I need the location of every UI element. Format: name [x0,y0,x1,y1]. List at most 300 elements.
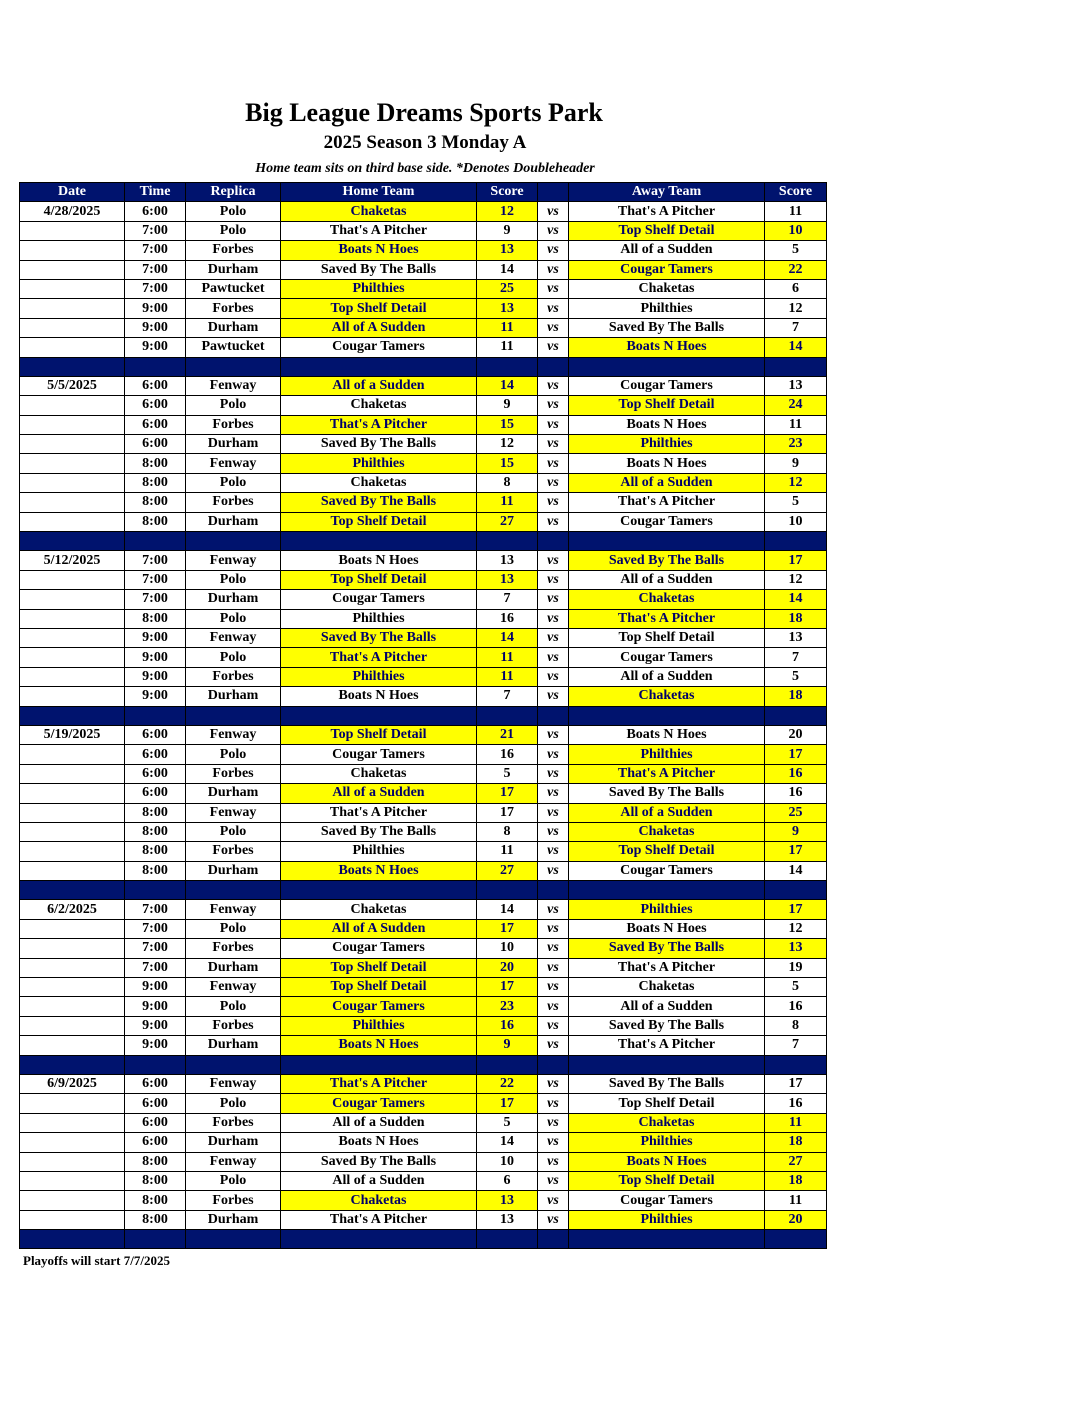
vs-label: vs [538,260,569,279]
game-time: 9:00 [125,1016,186,1035]
vs-label: vs [538,784,569,803]
away-team: That's A Pitcher [569,202,765,221]
game-field: Fenway [186,1074,281,1093]
home-score: 5 [477,1113,538,1132]
game-time: 6:00 [125,396,186,415]
game-field: Polo [186,997,281,1016]
week-separator-row [20,532,827,551]
table-row [20,997,827,1016]
game-date [20,628,125,647]
away-team: Philthies [569,299,765,318]
vs-label: vs [538,958,569,977]
home-team: Cougar Tamers [281,590,477,609]
game-field: Polo [186,221,281,240]
home-score: 7 [477,590,538,609]
separator-cell [569,881,765,900]
game-date [20,978,125,997]
game-date [20,299,125,318]
table-row [20,279,827,298]
home-score: 11 [477,338,538,357]
game-time: 7:00 [125,939,186,958]
separator-cell [477,1055,538,1074]
game-time: 9:00 [125,338,186,357]
home-score: 5 [477,764,538,783]
game-time: 9:00 [125,648,186,667]
away-score: 23 [765,435,827,454]
away-score: 20 [765,725,827,744]
home-team: All of a Sudden [281,784,477,803]
vs-label: vs [538,1210,569,1229]
home-score: 16 [477,609,538,628]
game-date [20,1191,125,1210]
home-team: Philthies [281,609,477,628]
vs-label: vs [538,861,569,880]
table-row [20,958,827,977]
home-team: Boats N Hoes [281,241,477,260]
away-score: 18 [765,687,827,706]
away-team: Saved By The Balls [569,939,765,958]
game-field: Polo [186,1094,281,1113]
table-row [20,1152,827,1171]
away-score: 7 [765,318,827,337]
vs-label: vs [538,202,569,221]
away-score: 17 [765,745,827,764]
away-team: That's A Pitcher [569,958,765,977]
game-date [20,1133,125,1152]
game-date [20,493,125,512]
vs-label: vs [538,376,569,395]
away-score: 18 [765,609,827,628]
header-replica: Replica [186,183,281,202]
game-time: 8:00 [125,1191,186,1210]
game-date [20,667,125,686]
home-team: Chaketas [281,1191,477,1210]
game-field: Pawtucket [186,338,281,357]
home-team: All of a Sudden [281,1171,477,1190]
separator-cell [281,881,477,900]
away-team: Philthies [569,1210,765,1229]
table-row [20,745,827,764]
table-row [20,551,827,570]
game-field: Durham [186,861,281,880]
vs-label: vs [538,318,569,337]
away-score: 10 [765,512,827,531]
game-time: 6:00 [125,725,186,744]
away-score: 14 [765,338,827,357]
game-date [20,997,125,1016]
game-field: Fenway [186,376,281,395]
away-score: 9 [765,454,827,473]
home-score: 7 [477,687,538,706]
home-team: Top Shelf Detail [281,512,477,531]
vs-label: vs [538,764,569,783]
table-row [20,376,827,395]
away-team: Top Shelf Detail [569,396,765,415]
away-team: Chaketas [569,822,765,841]
vs-label: vs [538,1074,569,1093]
home-team: All of a Sudden [281,1113,477,1132]
away-score: 12 [765,919,827,938]
vs-label: vs [538,919,569,938]
separator-cell [20,1055,125,1074]
separator-cell [281,1055,477,1074]
game-date [20,590,125,609]
home-team: Cougar Tamers [281,745,477,764]
away-score: 18 [765,1171,827,1190]
game-time: 8:00 [125,803,186,822]
game-date [20,745,125,764]
table-row [20,1094,827,1113]
away-score: 5 [765,667,827,686]
game-time: 9:00 [125,667,186,686]
away-score: 27 [765,1152,827,1171]
game-date [20,803,125,822]
separator-cell [538,881,569,900]
game-field: Durham [186,784,281,803]
table-header-row [20,183,827,202]
home-team: Cougar Tamers [281,338,477,357]
separator-cell [281,706,477,725]
vs-label: vs [538,822,569,841]
game-field: Fenway [186,1152,281,1171]
away-score: 22 [765,260,827,279]
game-time: 6:00 [125,784,186,803]
game-field: Polo [186,396,281,415]
week-separator-row [20,357,827,376]
game-field: Durham [186,687,281,706]
table-row [20,1171,827,1190]
separator-cell [125,532,186,551]
game-date [20,454,125,473]
away-team: Boats N Hoes [569,725,765,744]
header-date: Date [20,183,125,202]
home-score: 27 [477,512,538,531]
game-date [20,687,125,706]
game-field: Durham [186,1210,281,1229]
game-time: 6:00 [125,376,186,395]
home-score: 14 [477,900,538,919]
game-date [20,648,125,667]
away-team: Philthies [569,1133,765,1152]
away-team: Chaketas [569,978,765,997]
home-team: Chaketas [281,764,477,783]
home-score: 20 [477,958,538,977]
home-score: 14 [477,1133,538,1152]
game-time: 8:00 [125,454,186,473]
home-team: Chaketas [281,900,477,919]
home-score: 17 [477,978,538,997]
home-score: 14 [477,628,538,647]
home-score: 11 [477,318,538,337]
away-team: Saved By The Balls [569,784,765,803]
home-team: Philthies [281,1016,477,1035]
table-row [20,241,827,260]
game-field: Forbes [186,299,281,318]
vs-label: vs [538,1152,569,1171]
vs-label: vs [538,687,569,706]
table-row [20,978,827,997]
game-field: Fenway [186,803,281,822]
home-team: Cougar Tamers [281,1094,477,1113]
header-home-score: Score [477,183,538,202]
game-date [20,415,125,434]
table-row [20,1113,827,1132]
home-team: All of a Sudden [281,376,477,395]
game-time: 9:00 [125,687,186,706]
game-field: Durham [186,958,281,977]
table-row [20,1016,827,1035]
vs-label: vs [538,473,569,492]
separator-cell [765,1055,827,1074]
away-team: Saved By The Balls [569,1074,765,1093]
vs-label: vs [538,454,569,473]
away-score: 14 [765,861,827,880]
game-field: Forbes [186,764,281,783]
game-time: 7:00 [125,551,186,570]
home-score: 17 [477,784,538,803]
table-row [20,318,827,337]
away-team: That's A Pitcher [569,609,765,628]
home-score: 14 [477,260,538,279]
home-score: 13 [477,1191,538,1210]
home-team: Chaketas [281,473,477,492]
game-field: Polo [186,473,281,492]
game-date: 6/9/2025 [20,1074,125,1093]
away-team: All of a Sudden [569,997,765,1016]
home-score: 27 [477,861,538,880]
away-team: All of a Sudden [569,473,765,492]
table-row [20,473,827,492]
vs-label: vs [538,570,569,589]
away-score: 17 [765,551,827,570]
table-row [20,338,827,357]
away-team: Cougar Tamers [569,376,765,395]
home-team: Saved By The Balls [281,822,477,841]
separator-cell [765,357,827,376]
separator-cell [281,532,477,551]
away-team: That's A Pitcher [569,1036,765,1055]
table-row [20,822,827,841]
game-time: 7:00 [125,570,186,589]
game-time: 7:00 [125,590,186,609]
away-team: Boats N Hoes [569,454,765,473]
away-score: 17 [765,842,827,861]
game-time: 6:00 [125,1074,186,1093]
separator-cell [538,1230,569,1249]
away-team: Chaketas [569,590,765,609]
home-score: 13 [477,551,538,570]
game-time: 6:00 [125,435,186,454]
separator-cell [569,706,765,725]
separator-cell [186,532,281,551]
home-score: 13 [477,299,538,318]
game-date [20,1171,125,1190]
away-score: 11 [765,1113,827,1132]
game-time: 8:00 [125,1171,186,1190]
game-date [20,919,125,938]
home-score: 21 [477,725,538,744]
away-score: 9 [765,822,827,841]
vs-label: vs [538,1191,569,1210]
separator-cell [186,357,281,376]
game-time: 7:00 [125,919,186,938]
game-date [20,1094,125,1113]
away-score: 16 [765,997,827,1016]
table-row [20,764,827,783]
table-row [20,784,827,803]
game-time: 6:00 [125,1094,186,1113]
vs-label: vs [538,842,569,861]
vs-label: vs [538,493,569,512]
game-date [20,318,125,337]
game-field: Polo [186,570,281,589]
home-team: Top Shelf Detail [281,570,477,589]
home-team: That's A Pitcher [281,803,477,822]
vs-label: vs [538,1133,569,1152]
away-team: That's A Pitcher [569,493,765,512]
home-score: 15 [477,454,538,473]
away-team: Top Shelf Detail [569,628,765,647]
home-team: All of A Sudden [281,919,477,938]
home-score: 11 [477,842,538,861]
away-team: Cougar Tamers [569,648,765,667]
vs-label: vs [538,609,569,628]
away-team: Top Shelf Detail [569,1171,765,1190]
game-field: Forbes [186,842,281,861]
game-field: Forbes [186,415,281,434]
vs-label: vs [538,299,569,318]
game-field: Fenway [186,454,281,473]
game-date [20,512,125,531]
vs-label: vs [538,551,569,570]
header-time: Time [125,183,186,202]
separator-cell [569,532,765,551]
game-time: 8:00 [125,609,186,628]
separator-cell [186,1055,281,1074]
table-row [20,221,827,240]
schedule-body [20,202,827,1249]
game-field: Durham [186,260,281,279]
game-field: Durham [186,590,281,609]
game-time: 7:00 [125,260,186,279]
vs-label: vs [538,512,569,531]
vs-label: vs [538,997,569,1016]
home-team: Top Shelf Detail [281,725,477,744]
separator-cell [538,706,569,725]
away-team: Chaketas [569,687,765,706]
table-row [20,1074,827,1093]
home-score: 22 [477,1074,538,1093]
vs-label: vs [538,1094,569,1113]
game-time: 9:00 [125,997,186,1016]
home-score: 9 [477,396,538,415]
table-row [20,1210,827,1229]
away-team: That's A Pitcher [569,764,765,783]
table-row [20,919,827,938]
separator-cell [20,1230,125,1249]
table-row [20,396,827,415]
away-score: 20 [765,1210,827,1229]
game-date: 5/5/2025 [20,376,125,395]
separator-cell [186,1230,281,1249]
game-time: 9:00 [125,1036,186,1055]
away-team: Philthies [569,745,765,764]
game-field: Forbes [186,1113,281,1132]
away-team: Cougar Tamers [569,1191,765,1210]
game-date [20,1113,125,1132]
home-score: 13 [477,1210,538,1229]
away-team: Boats N Hoes [569,415,765,434]
table-row [20,299,827,318]
home-team: All of A Sudden [281,318,477,337]
table-row [20,648,827,667]
game-date [20,260,125,279]
vs-label: vs [538,900,569,919]
away-team: All of a Sudden [569,803,765,822]
away-score: 16 [765,784,827,803]
vs-label: vs [538,241,569,260]
home-score: 12 [477,202,538,221]
game-field: Forbes [186,667,281,686]
home-team: That's A Pitcher [281,1210,477,1229]
home-score: 10 [477,939,538,958]
schedule-table [19,182,827,1249]
week-separator-row [20,1055,827,1074]
table-row [20,803,827,822]
game-time: 8:00 [125,842,186,861]
home-score: 16 [477,745,538,764]
separator-cell [477,1230,538,1249]
separator-cell [125,881,186,900]
home-score: 23 [477,997,538,1016]
game-date: 5/12/2025 [20,551,125,570]
away-score: 13 [765,939,827,958]
game-time: 6:00 [125,202,186,221]
game-field: Pawtucket [186,279,281,298]
vs-label: vs [538,1113,569,1132]
game-field: Forbes [186,939,281,958]
away-team: Top Shelf Detail [569,221,765,240]
header-vs [538,183,569,202]
table-row [20,1036,827,1055]
away-team: Cougar Tamers [569,861,765,880]
table-row [20,609,827,628]
home-team: That's A Pitcher [281,648,477,667]
table-row [20,687,827,706]
home-team: Saved By The Balls [281,260,477,279]
away-score: 13 [765,376,827,395]
away-score: 12 [765,570,827,589]
away-score: 16 [765,1094,827,1113]
vs-label: vs [538,396,569,415]
home-team: Saved By The Balls [281,628,477,647]
vs-label: vs [538,415,569,434]
game-field: Polo [186,822,281,841]
vs-label: vs [538,745,569,764]
home-team: That's A Pitcher [281,1074,477,1093]
vs-label: vs [538,221,569,240]
away-score: 10 [765,221,827,240]
game-field: Fenway [186,978,281,997]
page-subtitle: 2025 Season 3 Monday A [323,132,527,153]
away-team: Boats N Hoes [569,338,765,357]
away-team: Top Shelf Detail [569,1094,765,1113]
away-score: 5 [765,241,827,260]
away-score: 24 [765,396,827,415]
table-row [20,435,827,454]
home-team: Cougar Tamers [281,939,477,958]
header-away-score: Score [765,183,827,202]
